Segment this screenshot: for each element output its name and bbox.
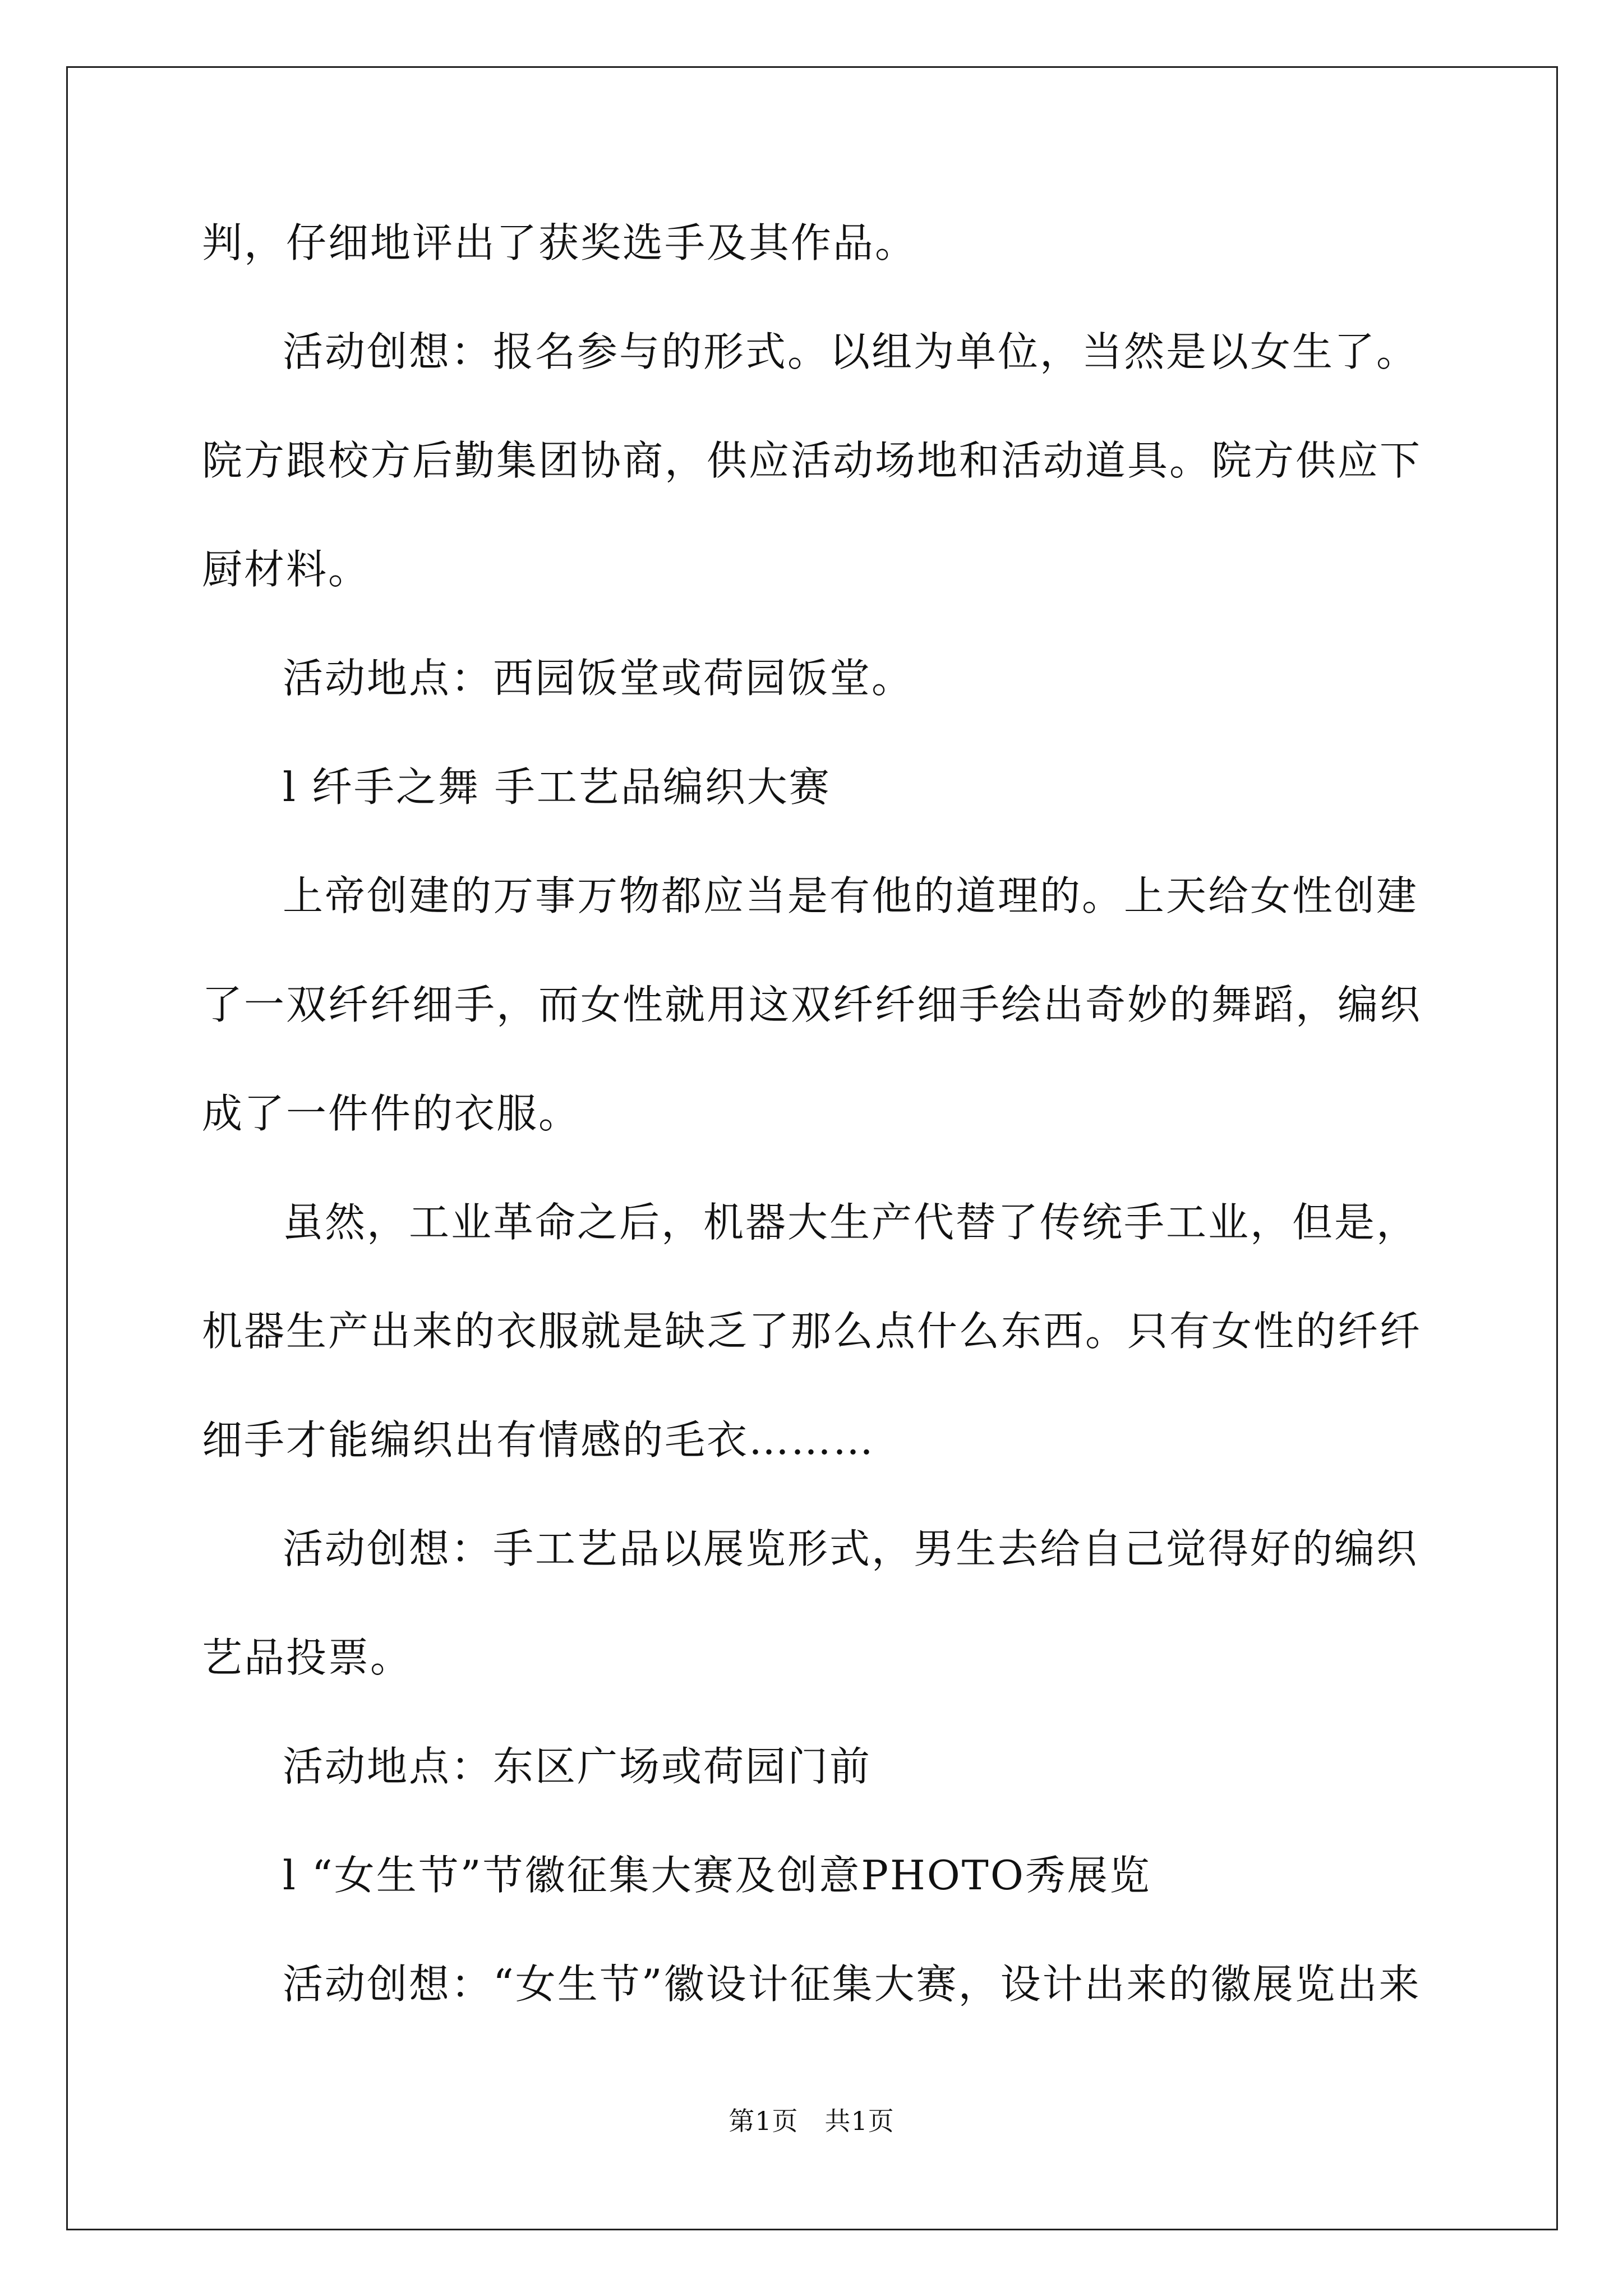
paragraph-4: l 纤手之舞 手工艺品编织大赛 bbox=[283, 763, 831, 811]
paragraph-3: 活动地点：西园饭堂或荷园饭堂。 bbox=[283, 655, 914, 702]
page-number-footer: 第1页 共1页 bbox=[728, 2106, 895, 2136]
paragraph-8: 活动地点：东区广场或荷园门前 bbox=[283, 1743, 872, 1790]
paragraph-7: 活动创想：手工艺品以展览形式，男生去给自己觉得好的编织艺品投票。 bbox=[202, 1525, 1419, 1681]
paragraph-6: 虽然，工业革命之后，机器大生产代替了传统手工业，但是，机器生产出来的衣服就是缺乏了那么点什么东西。只有女性的纤纤细手才能编织出有情感的毛衣……… bbox=[202, 1199, 1422, 1464]
paragraph-10: 活动创想：“女生节”徽设计征集大赛，设计出来的徽展览出来 bbox=[283, 1961, 1421, 2008]
paragraph-9: l “女生节”节徽征集大赛及创意PHOTO秀展览 bbox=[283, 1852, 1151, 1899]
paragraph-1: 判，仔细地评出了获奖选手及其作品。 bbox=[202, 219, 917, 266]
paragraph-2: 活动创想：报名参与的形式。以组为单位，当然是以女生了。院方跟校方后勤集团协商，供应活动场地和活动道具。院方供应下厨材料。 bbox=[202, 328, 1422, 593]
paragraph-5: 上帝创建的万事万物都应当是有他的道理的。上天给女性创建了一双纤纤细手，而女性就用这双纤纤细手绘出奇妙的舞蹈，编织成了一件件的衣服。 bbox=[202, 872, 1422, 1137]
